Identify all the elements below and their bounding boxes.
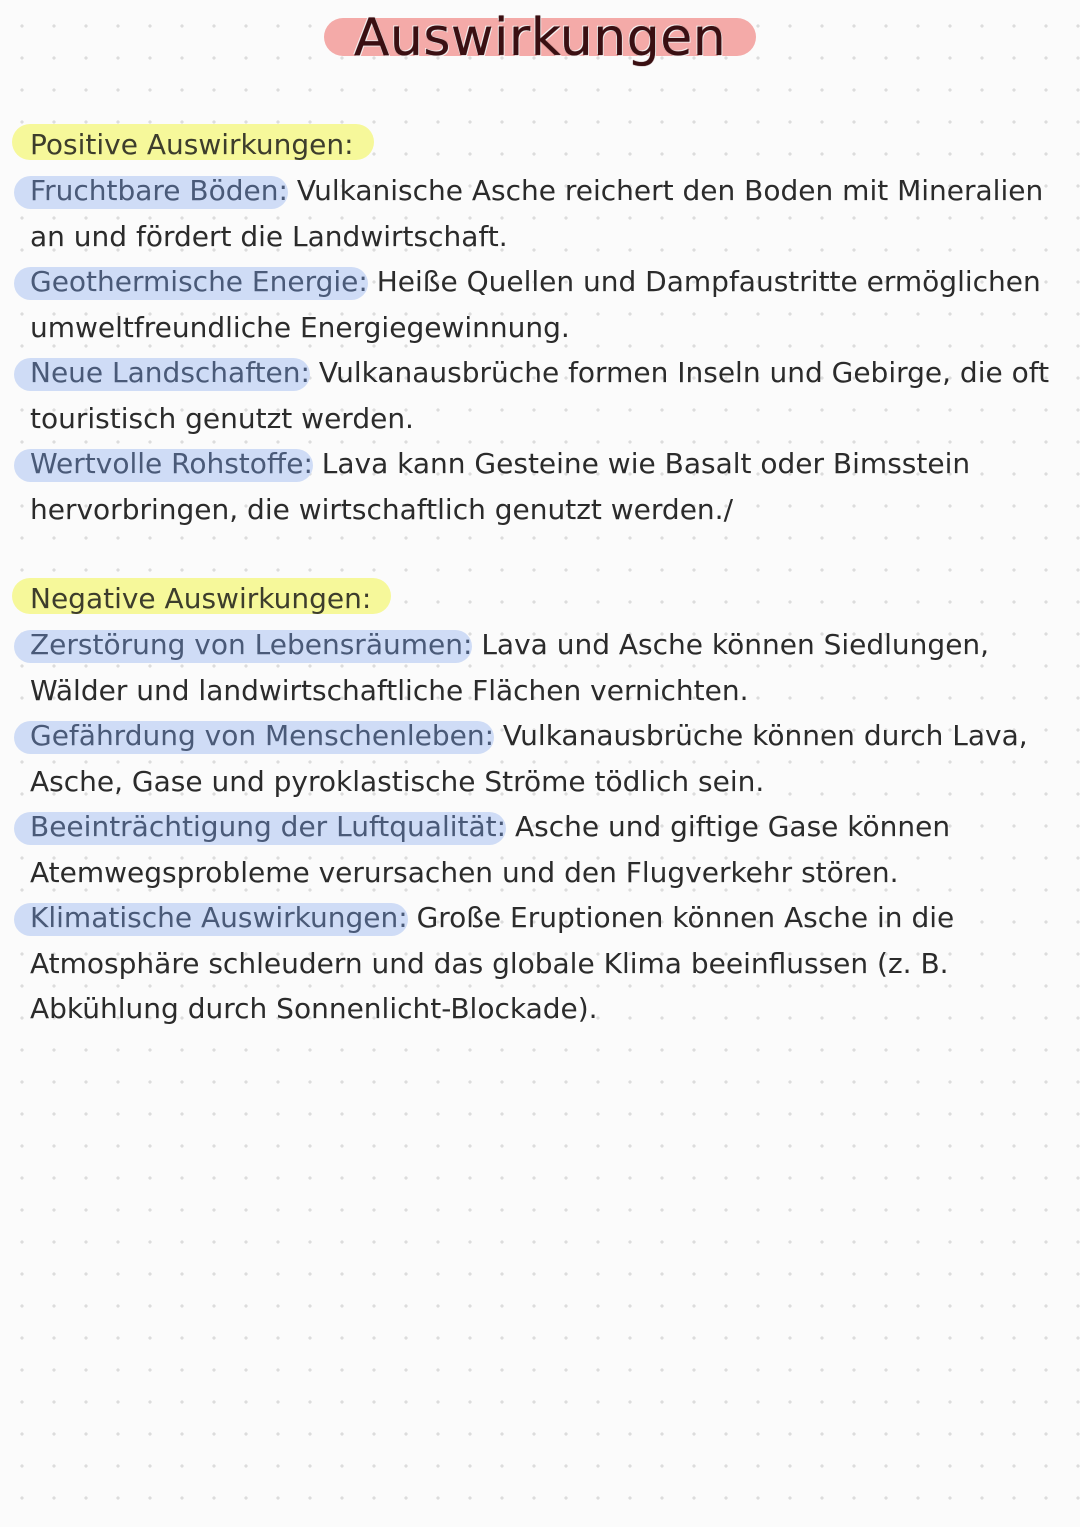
item-term: Klimatische Auswirkungen:: [30, 901, 408, 934]
item-term: Zerstörung von Lebensräumen:: [30, 628, 473, 661]
item-term: Wertvolle Rohstoffe:: [30, 447, 313, 480]
page-title: Auswirkungen: [330, 6, 750, 70]
item-text: Vulkanische Asche reichert den Boden mit Mineralien an und fördert die Landwirtschaft.: [30, 174, 1044, 253]
list-item: [30, 804, 1060, 895]
title-area: [0, 6, 1080, 70]
list-item: [30, 168, 1060, 259]
negative-section: [30, 576, 1060, 1032]
positive-section: [30, 122, 1060, 532]
section-heading-positive: Positive Auswirkungen:: [30, 122, 354, 168]
item-term: Beeinträchtigung der Luftqualität:: [30, 810, 507, 843]
item-text: Asche und giftige Gase können Atemwegsprobleme verursachen und den Flugverkehr stören.: [30, 810, 951, 889]
list-item: [30, 259, 1060, 350]
item-text: Vulkanausbrüche formen Inseln und Gebirge, die oft touristisch genutzt werden.: [30, 356, 1050, 435]
item-term: Fruchtbare Böden:: [30, 174, 288, 207]
item-text: Große Eruptionen können Asche in die Atmosphäre schleudern und das globale Klima beeinflussen (z. B. Abkühlung durch Sonnenlicht-Blockade).: [30, 901, 955, 1025]
item-text: Lava und Asche können Siedlungen, Wälder und landwirtschaftliche Flächen vernichten.: [30, 628, 990, 707]
section-heading-negative: Negative Auswirkungen:: [30, 576, 371, 622]
item-text: Vulkanausbrüche können durch Lava, Asche, Gase und pyroklastische Ströme tödlich sein.: [30, 719, 1028, 798]
list-item: [30, 713, 1060, 804]
list-item: [30, 895, 1060, 1032]
item-term: Geothermische Energie:: [30, 265, 368, 298]
item-text: Lava kann Gesteine wie Basalt oder Bimsstein hervorbringen, die wirtschaftlich genutzt werden./: [30, 447, 971, 526]
item-term: Gefährdung von Menschenleben:: [30, 719, 495, 752]
list-item: [30, 622, 1060, 713]
item-term: Neue Landschaften:: [30, 356, 310, 389]
list-item: [30, 350, 1060, 441]
item-text: Heiße Quellen und Dampfaustritte ermöglichen umweltfreundliche Energiegewinnung.: [30, 265, 1041, 344]
list-item: [30, 441, 1060, 532]
